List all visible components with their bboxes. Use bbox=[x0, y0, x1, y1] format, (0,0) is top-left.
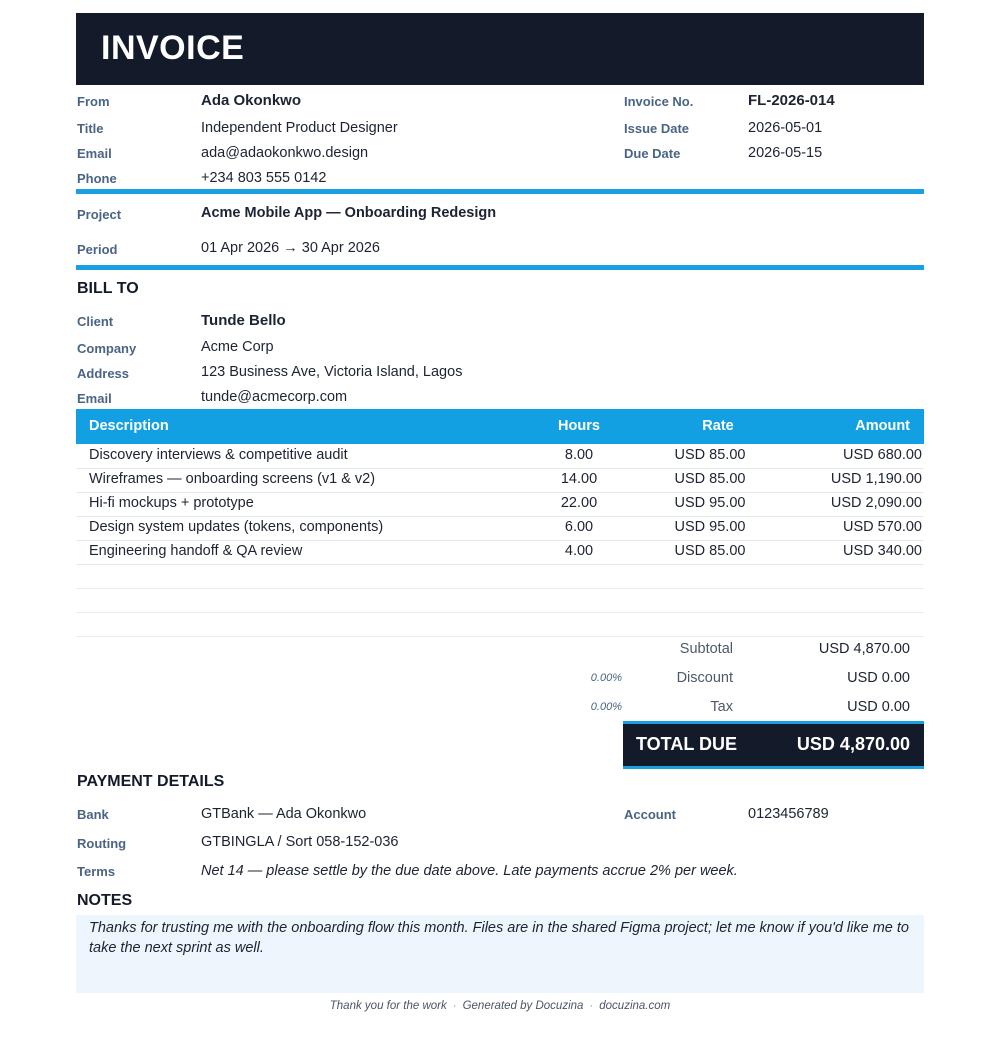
table-row bbox=[76, 468, 924, 493]
item-hours: 22.00 bbox=[560, 495, 598, 511]
bill-to-heading: BILL TO bbox=[77, 280, 139, 297]
project-period: 01 Apr 2026 → 30 Apr 2026 bbox=[201, 240, 380, 256]
item-rate: USD 95.00 bbox=[674, 519, 746, 535]
empty-table-row bbox=[76, 588, 924, 613]
invoice-title: INVOICE bbox=[101, 29, 245, 67]
rate-column-header: Rate bbox=[702, 418, 734, 434]
subtotal-label: Subtotal bbox=[679, 641, 733, 657]
sender-email[interactable]: ada@adaokonkwo.design bbox=[201, 145, 369, 161]
item-hours: 6.00 bbox=[564, 519, 594, 535]
items-table-header bbox=[76, 409, 924, 444]
project-label: Project bbox=[77, 207, 122, 222]
item-rate: USD 85.00 bbox=[674, 543, 746, 559]
invoice-header bbox=[76, 13, 924, 85]
item-amount: USD 2,090.00 bbox=[830, 495, 922, 511]
sender-title: Independent Product Designer bbox=[201, 120, 398, 136]
item-description: Discovery interviews & competitive audit bbox=[89, 447, 348, 463]
separator-dot: · bbox=[452, 1000, 457, 1012]
divider bbox=[76, 189, 924, 194]
footer-generated: Generated by Docuzina bbox=[462, 1000, 584, 1012]
hours-column-header: Hours bbox=[558, 418, 600, 434]
amount-column-header: Amount bbox=[855, 418, 910, 434]
notes-box bbox=[76, 915, 924, 993]
address-label: Address bbox=[77, 366, 130, 381]
due-date-label: Due Date bbox=[624, 146, 681, 161]
item-amount: USD 570.00 bbox=[843, 519, 922, 535]
discount-percent: 0.00% bbox=[590, 672, 622, 684]
account-label: Account bbox=[624, 807, 676, 822]
client-company: Acme Corp bbox=[201, 339, 274, 355]
table-row bbox=[76, 540, 924, 565]
bank-label: Bank bbox=[77, 807, 109, 822]
empty-table-row bbox=[76, 612, 924, 637]
client-name: Tunde Bello bbox=[201, 312, 286, 329]
item-rate: USD 85.00 bbox=[674, 471, 746, 487]
item-rate: USD 95.00 bbox=[674, 495, 746, 511]
table-row bbox=[76, 444, 924, 469]
item-amount: USD 1,190.00 bbox=[830, 471, 922, 487]
divider bbox=[76, 265, 924, 270]
issue-date: 2026-05-01 bbox=[748, 120, 823, 136]
terms-value: Net 14 — please settle by the due date above. Late payments accrue 2% per week. bbox=[201, 863, 738, 879]
tax-label: Tax bbox=[710, 699, 733, 715]
footer-thanks: Thank you for the work bbox=[329, 1000, 447, 1012]
invoice-no: FL-2026-014 bbox=[748, 92, 835, 109]
sender-phone: +234 803 555 0142 bbox=[201, 170, 327, 186]
routing-value: GTBINGLA / Sort 058-152-036 bbox=[201, 834, 399, 850]
terms-label: Terms bbox=[77, 864, 116, 879]
description-column-header: Description bbox=[89, 418, 169, 434]
footer-site-link[interactable]: docuzina.com bbox=[599, 1000, 671, 1012]
item-amount: USD 680.00 bbox=[843, 447, 922, 463]
invoice-no-label: Invoice No. bbox=[624, 94, 694, 109]
discount-value: USD 0.00 bbox=[847, 670, 910, 686]
item-hours: 8.00 bbox=[564, 447, 594, 463]
client-address: 123 Business Ave, Victoria Island, Lagos bbox=[201, 364, 463, 380]
total-due-box bbox=[623, 721, 924, 769]
project-name: Acme Mobile App — Onboarding Redesign bbox=[201, 205, 497, 221]
tax-value: USD 0.00 bbox=[847, 699, 910, 715]
table-row bbox=[76, 516, 924, 541]
bank-value: GTBank — Ada Okonkwo bbox=[201, 806, 367, 822]
table-row bbox=[76, 492, 924, 517]
total-due-label: TOTAL DUE bbox=[636, 734, 738, 754]
tax-percent: 0.00% bbox=[590, 701, 622, 713]
item-description: Wireframes — onboarding screens (v1 & v2) bbox=[89, 471, 376, 487]
item-hours: 4.00 bbox=[564, 543, 594, 559]
discount-label: Discount bbox=[676, 670, 733, 686]
issue-date-label: Issue Date bbox=[624, 121, 690, 136]
sender-email-label: Email bbox=[77, 146, 112, 161]
due-date: 2026-05-15 bbox=[748, 145, 823, 161]
subtotal-value: USD 4,870.00 bbox=[818, 641, 910, 657]
company-label: Company bbox=[77, 341, 137, 356]
item-description: Design system updates (tokens, components) bbox=[89, 519, 384, 535]
total-due-value: USD 4,870.00 bbox=[796, 734, 910, 754]
separator-dot: · bbox=[589, 1000, 594, 1012]
account-value: 0123456789 bbox=[748, 806, 829, 822]
client-email[interactable]: tunde@acmecorp.com bbox=[201, 389, 348, 405]
empty-table-row bbox=[76, 564, 924, 589]
phone-label: Phone bbox=[77, 171, 117, 186]
item-amount: USD 340.00 bbox=[843, 543, 922, 559]
notes-heading: NOTES bbox=[77, 892, 133, 909]
from-label: From bbox=[77, 94, 110, 109]
routing-label: Routing bbox=[77, 836, 127, 851]
sender-name: Ada Okonkwo bbox=[201, 92, 302, 109]
client-label: Client bbox=[77, 314, 114, 329]
footer bbox=[76, 1000, 924, 1012]
item-rate: USD 85.00 bbox=[674, 447, 746, 463]
item-description: Hi-fi mockups + prototype bbox=[89, 495, 254, 511]
payment-details-heading: PAYMENT DETAILS bbox=[77, 773, 225, 790]
title-label: Title bbox=[77, 121, 104, 136]
client-email-label: Email bbox=[77, 391, 112, 406]
item-hours: 14.00 bbox=[560, 471, 598, 487]
period-label: Period bbox=[77, 242, 118, 257]
notes-text: Thanks for trusting me with the onboarding flow this month. Files are in the shared Figma project; let me know if you'd like me to take the next sprint as well. bbox=[89, 920, 909, 956]
item-description: Engineering handoff & QA review bbox=[89, 543, 303, 559]
